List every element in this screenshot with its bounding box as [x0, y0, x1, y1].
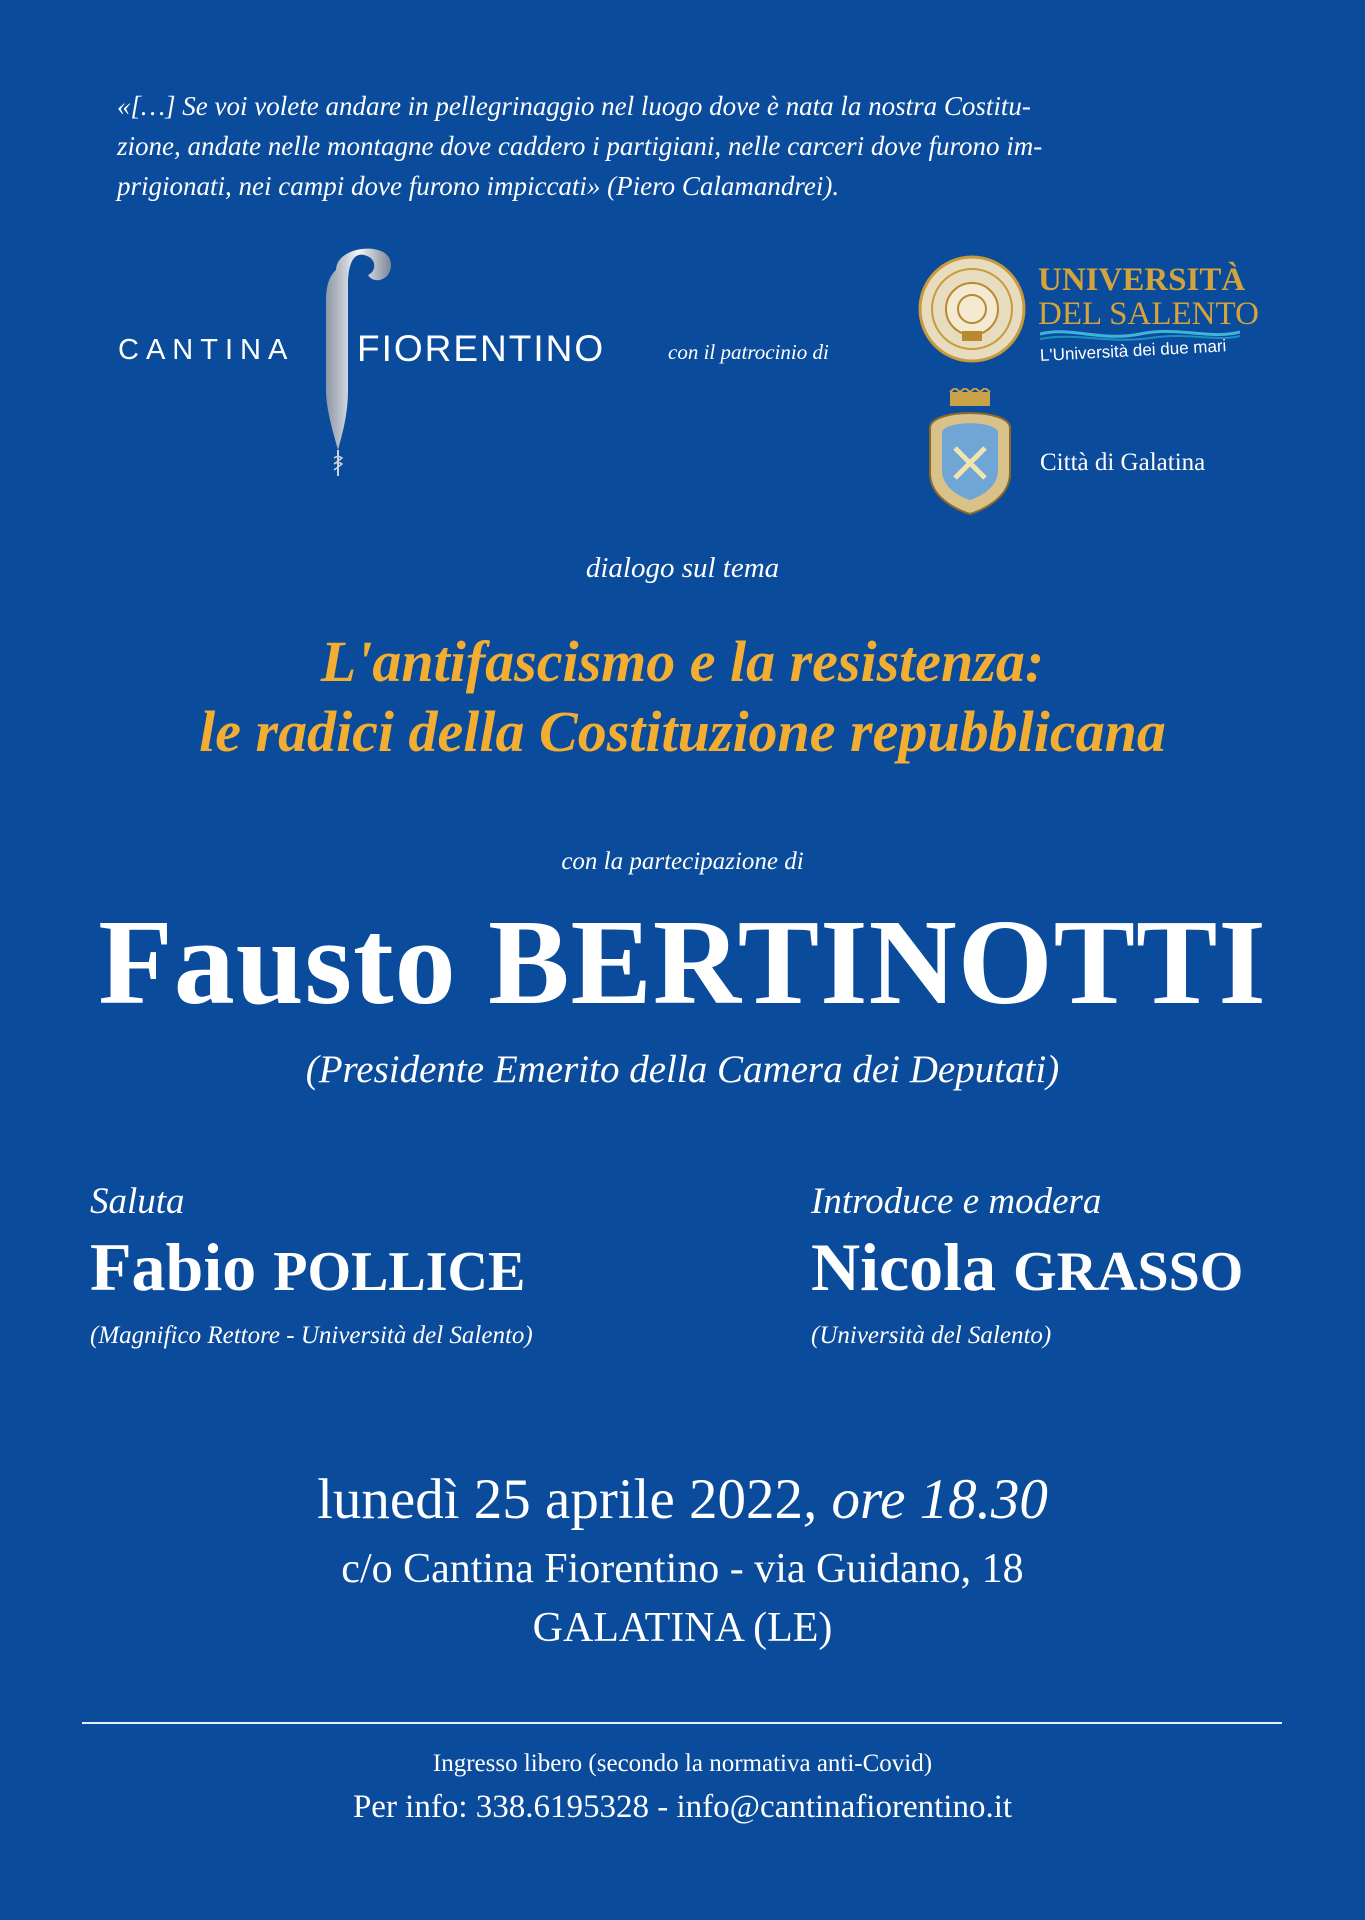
galatina-label: Città di Galatina [1040, 449, 1206, 476]
dialogo-label: dialogo sul tema [585, 552, 780, 584]
contact-info: Per info: 338.6195328 - info@cantinafiorentino.it [352, 1789, 1013, 1825]
quote-line: prigionati, nei campi dove furono impiccati» (Piero Calamandrei). [117, 171, 840, 201]
university-name-line1: UNIVERSITÀ [1038, 262, 1246, 298]
greeting-person [90, 1228, 525, 1307]
moderator-last-name: GRASSO [1013, 1241, 1244, 1303]
cantina-logo-text-right: FIORENTINO [357, 328, 606, 369]
event-date-day: lunedì 25 aprile 2022 [317, 1468, 804, 1531]
cantina-logo-text-left: CANTINA [118, 334, 295, 366]
moderator-first-name: Nicola [811, 1229, 997, 1305]
coat-of-arms-icon [920, 388, 1020, 523]
event-place: c/o Cantina Fiorentino - via Guidano, 18 [341, 1546, 1024, 1592]
event-city: GALATINA (LE) [532, 1605, 833, 1651]
moderator-label: Introduce e modera [811, 1181, 1102, 1222]
participation-label: con la partecipazione di [561, 848, 804, 875]
moderator-affiliation: (Università del Salento) [811, 1322, 1052, 1349]
entry-note: Ingresso libero (secondo la normativa anti-Covid) [432, 1750, 933, 1777]
greeting-label: Saluta [90, 1181, 185, 1222]
patrocinio-label: con il patrocinio di [668, 340, 829, 364]
greeting-last-name: POLLICE [273, 1241, 526, 1303]
moderator-person [811, 1228, 1243, 1307]
speaker-last-name: BERTINOTTI [488, 895, 1267, 1030]
university-name-line2: DEL SALENTO [1038, 296, 1259, 332]
main-speaker [0, 893, 1365, 1033]
divider [82, 1722, 1282, 1724]
quote [117, 86, 1247, 206]
university-name [1038, 263, 1259, 331]
event-time: , ore 18.30 [803, 1468, 1048, 1531]
greeting-first-name: Fabio [90, 1229, 257, 1305]
speaker-first-name: Fausto [98, 895, 457, 1030]
event-date [0, 1467, 1365, 1532]
university-seal-icon [918, 255, 1026, 368]
quote-line: «[…] Se voi volete andare in pellegrinaggio nel luogo dove è nata la nostra Costitu- [117, 91, 1031, 121]
event-title-line1: L'antifascismo e la resistenza: [320, 629, 1045, 694]
quote-line: zione, andate nelle montagne dove caddero i partigiani, nelle carceri dove furono im- [117, 131, 1043, 161]
event-title-line2: le radici della Costituzione repubblicana [199, 699, 1166, 764]
event-title [0, 627, 1365, 767]
greeting-affiliation: (Magnifico Rettore - Università del Salento) [90, 1322, 533, 1349]
speaker-role: (Presidente Emerito della Camera dei Deputati) [305, 1048, 1060, 1091]
university-motto: L'Università dei due mari [1039, 336, 1227, 365]
